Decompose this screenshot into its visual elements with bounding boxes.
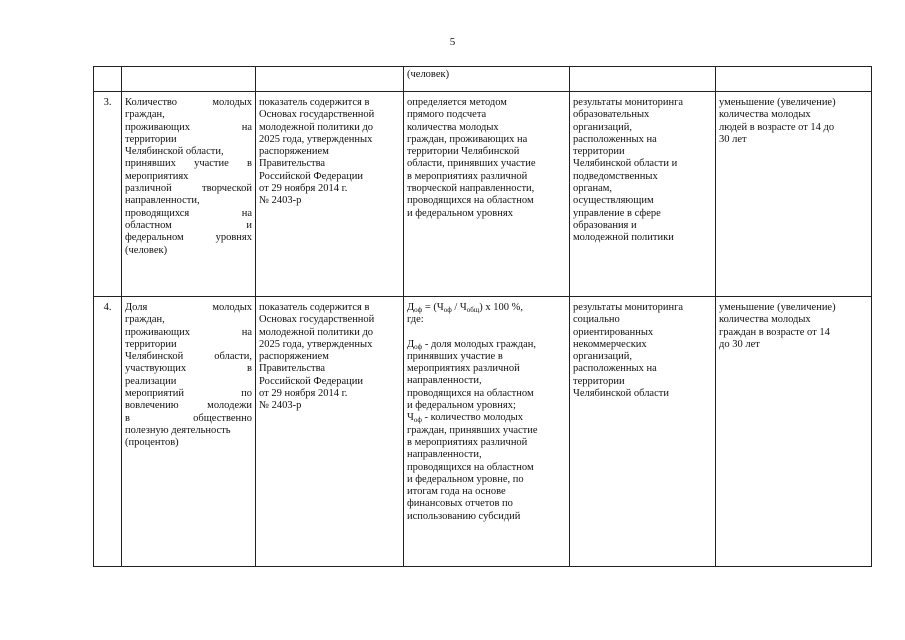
text-line: образования и [573,219,637,231]
text-line: использованию субсидий [407,510,521,522]
text-line: социально [573,314,620,326]
text-line: итогам года на основе [407,486,506,498]
text-line: мероприятиях [125,170,189,182]
cell-method [404,67,570,92]
spacer [407,327,566,339]
text-line: в общественно [125,412,252,424]
def1-var: Д [407,338,415,350]
def2-sub: оф [413,416,422,425]
row-number: 4. [94,297,122,567]
text-line: расположенных на [573,133,657,145]
text-line: проводящихся на областном [407,387,534,399]
table-row-continuation [94,67,872,92]
data-source-lines [573,97,712,245]
text-line: № 2403-р [259,400,302,412]
text-line: № 2403-р [259,195,302,207]
calculation-method [404,92,570,297]
data-source [570,297,716,567]
text-line: количества молодых [719,109,811,121]
text-line: финансовых отчетов по [407,498,513,510]
indicator-name-lines [125,97,252,257]
text-line: количества молодых [407,121,499,133]
text-line: территории [573,146,625,158]
text-line: в мероприятиях различной [407,436,528,448]
text-line: от 29 ноября 2014 г. [259,388,348,400]
text-line: расположенных на [573,363,657,375]
text-line: организаций, [573,351,632,363]
table-row [94,92,872,297]
formula-div: / Ч [451,302,467,313]
table-row [94,297,872,567]
text-line: различной творческой [125,183,252,195]
def1-first-text: - доля молодых граждан, [422,338,537,350]
text-line: проводящихся на областном [407,461,534,473]
text-line: принявших участие в [125,158,252,170]
formula-var: Д [407,302,415,313]
text-line: распоряжением [259,146,329,158]
text-line: областном и [125,219,252,231]
formula-where: где: [407,314,424,326]
text-line: молодежной политики до [259,326,374,338]
text-line: прямого подсчета [407,109,487,121]
text-line: направленности, [407,449,482,461]
text-line: Российской Федерации [259,375,363,387]
text-line: Доля молодых [125,302,252,313]
text-line: осуществляющим [573,195,654,207]
def1-sub: оф [414,342,423,351]
text-line: до 30 лет [719,338,760,350]
formula-num-sub: оф [443,306,452,314]
text-line: 30 лет [719,133,747,145]
text-line: области, принявших участие [407,158,536,170]
text-line: ориентированных [573,326,654,338]
text-line: граждан, [125,314,165,326]
formula-tail: ) х 100 %, [479,302,523,313]
cell-trend [716,67,872,92]
indicator-legal-basis [256,297,404,567]
definition-1-first [407,339,566,351]
indicator-name [122,297,256,567]
text-line: мероприятий по [125,388,252,400]
text-line: подведомственных [573,170,658,182]
indicator-table [93,66,872,567]
legal-basis-lines [259,97,400,208]
text-line: территории [125,338,177,350]
text-line: и федеральном уровнях [407,207,513,219]
legal-basis-lines [259,302,400,413]
indicator-legal-basis [256,92,404,297]
text-line: граждан, принявших участие [407,424,538,436]
text-line: уменьшение (увеличение) [719,97,836,108]
text-line: участвующих в [125,363,252,375]
text-line: в мероприятиях различной [407,170,528,182]
text-line: граждан в возрасте от 14 [719,326,830,338]
text-line: управление в сфере [573,207,661,219]
text-line: реализации [125,375,177,387]
cell-data-source [570,67,716,92]
text-line: и федеральном уровне, по [407,473,524,485]
cell-num [94,67,122,92]
text-line: проживающих на [125,326,252,338]
text-line: уменьшение (увеличение) [719,302,836,313]
text-line: направленности, [407,375,482,387]
text-line: вовлечению молодежи [125,400,252,412]
formula-line [407,302,566,314]
text-line: 2025 года, утвержденных [259,133,373,145]
text-line: граждан, [125,109,165,121]
indicator-name-lines [125,302,252,450]
text-line: показатель содержится в [259,302,370,313]
text-line: территории [125,133,177,145]
text-line: образовательных [573,109,650,121]
formula-den-sub: общ [466,306,480,314]
text-line: Челябинской области, [125,146,224,158]
text-line: от 29 ноября 2014 г. [259,183,348,195]
text-line: результаты мониторинга [573,302,684,313]
text-line: распоряжением [259,351,329,363]
text-line: проводящихся на [125,207,252,219]
text-line: полезную деятельность [125,424,231,436]
text-line: Количество молодых [125,97,252,108]
text-line: Правительства [259,363,326,375]
text-line: людей в возрасте от 14 до [719,121,835,133]
text-line: Основах государственной [259,314,375,326]
text-line: принявших участие в [407,350,503,362]
formula-eq: = (Ч [422,302,444,313]
text-line: 2025 года, утвержденных [259,338,373,350]
indicator-name [122,92,256,297]
row-number: 3. [94,92,122,297]
text-line: (процентов) [125,437,179,449]
text-line: творческой направленности, [407,183,535,195]
text-line: граждан, проживающих на [407,133,528,145]
def2-var: Ч [407,412,414,424]
text-line: Челябинской области [573,388,669,400]
text-line: некоммерческих [573,338,647,350]
trend-factor [716,92,872,297]
trend-factor [716,297,872,567]
formula-var-sub: оф [414,306,423,314]
text-line: территории Челябинской [407,146,520,158]
text-line: проводящихся на областном [407,195,534,207]
text-line: Челябинской области и [573,158,678,170]
definition-2-lines [407,425,566,523]
text-line: молодежной политики до [259,121,374,133]
text-line: направленности, [125,195,200,207]
text-line: территории [573,375,625,387]
indicator-table-wrapper [93,66,871,567]
text-line: показатель содержится в [259,97,370,108]
text-line: результаты мониторинга [573,97,684,108]
text-line: определяется методом [407,97,507,108]
text-line: молодежной политики [573,232,674,244]
text-line: Правительства [259,158,326,170]
text-line: организаций, [573,121,632,133]
text-line: и федеральном уровнях; [407,400,516,412]
definition-1-lines [407,351,566,412]
definition-2-first [407,412,566,424]
page-number: 5 [449,36,456,48]
text-line: количества молодых [719,314,811,326]
method-lines [407,97,566,220]
text-line: Российской Федерации [259,170,363,182]
cell-name [122,67,256,92]
text-line: органам, [573,183,613,195]
continuation-unit: (человек) [407,69,450,80]
text-line: (человек) [125,244,168,256]
text-line: Основах государственной [259,109,375,121]
text-line: проживающих на [125,121,252,133]
calculation-method [404,297,570,567]
trend-lines [719,97,868,146]
trend-lines [719,302,868,351]
text-line: Челябинской области, [125,351,252,363]
data-source [570,92,716,297]
data-source-lines [573,302,712,400]
text-line: мероприятиях различной [407,363,520,375]
text-line: федеральном уровнях [125,232,252,244]
def2-first-text: - количество молодых [421,412,523,424]
cell-source [256,67,404,92]
